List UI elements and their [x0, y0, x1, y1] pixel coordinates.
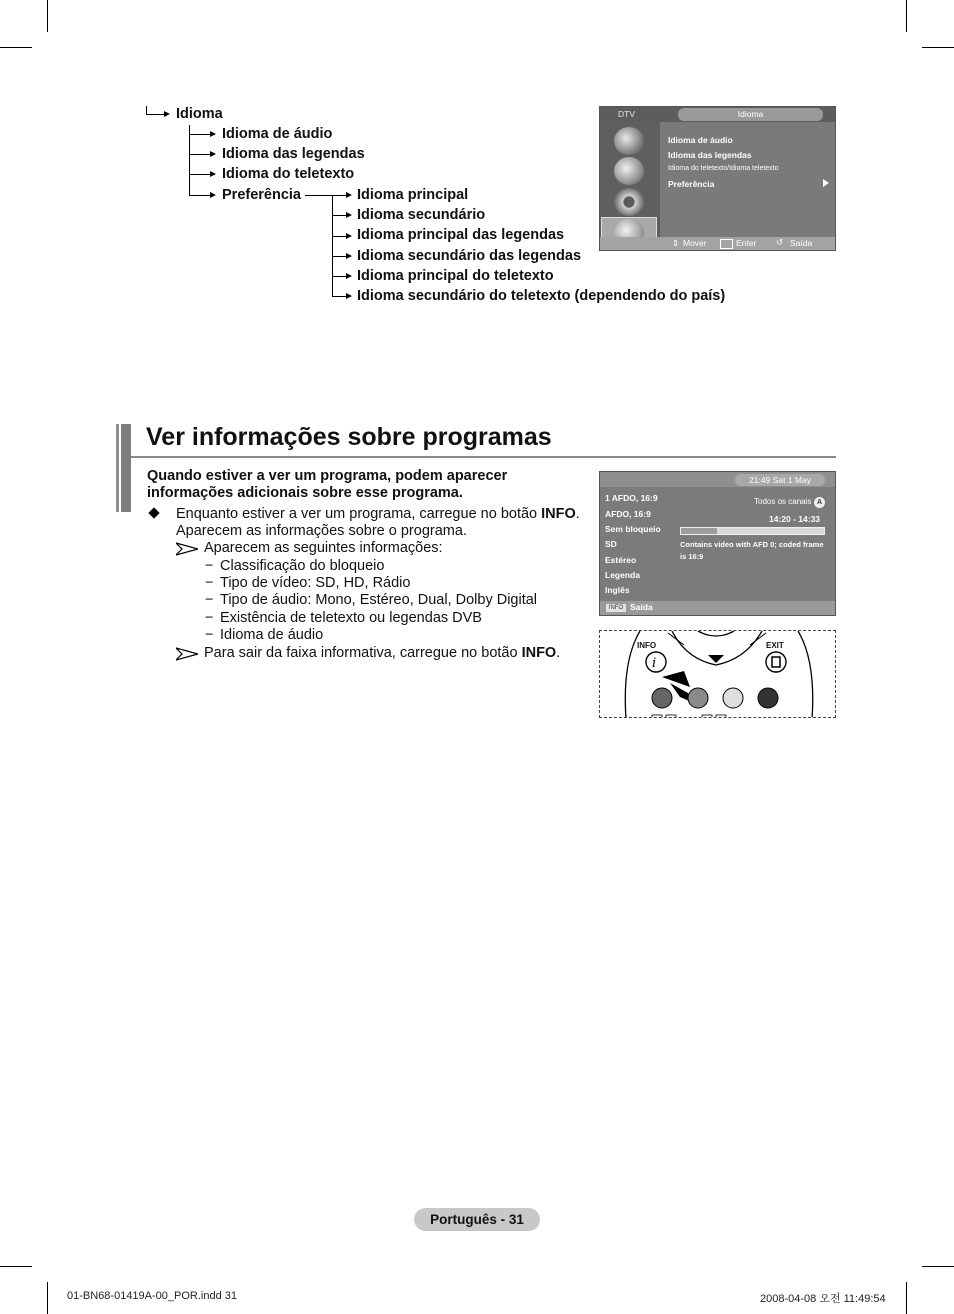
- info-key: INFO: [541, 506, 576, 522]
- video-type: SD: [605, 539, 617, 549]
- crop-mark: [47, 0, 48, 32]
- enter-icon: [720, 239, 733, 249]
- bullet-1: [176, 506, 580, 524]
- list-item: Existência de teletexto ou legendas DVB: [220, 610, 482, 626]
- tv-menu-item-teletext: Idioma do teletexto/Idioma teletexto: [668, 165, 779, 172]
- program-name: AFDO, 16:9: [605, 509, 651, 519]
- crop-mark: [47, 1282, 48, 1314]
- progress-bar: [680, 527, 825, 535]
- note-2-end: .: [556, 645, 561, 661]
- list-dash: −: [205, 627, 214, 643]
- note-2: [204, 645, 560, 663]
- tree-item-preference: Preferência: [222, 187, 301, 203]
- info-banner-footer: [600, 601, 835, 615]
- tv-source-label: DTV: [618, 109, 635, 119]
- exit-label: Saída: [790, 238, 813, 248]
- file-info: 01-BN68-01419A-00_POR.indd 31: [67, 1290, 238, 1302]
- crop-mark: [922, 1266, 954, 1267]
- tv-menu-item-subtitles: Idioma das legendas: [668, 150, 752, 160]
- tv-menu-title: Idioma: [678, 108, 823, 121]
- tree-root: Idioma: [176, 106, 223, 122]
- list-item: Idioma de áudio: [220, 627, 324, 643]
- move-icon: ⇕: [672, 238, 680, 248]
- return-icon: ↺: [776, 237, 784, 247]
- info-key: INFO: [521, 645, 557, 661]
- tree-item-secondary: Idioma secundário: [357, 207, 486, 223]
- list-dash: −: [205, 592, 214, 608]
- bullet-1-end: .: [575, 506, 580, 522]
- program-time: 14:20 - 14:33: [769, 514, 821, 524]
- crop-mark: [922, 47, 954, 48]
- remote-drawing: [600, 631, 836, 718]
- remote-illustration: [599, 630, 836, 718]
- section-accent-bar: [116, 424, 119, 512]
- tree-item-primary: Idioma principal: [357, 187, 469, 203]
- crop-mark: [0, 1266, 32, 1267]
- program-description-2: is 16:9: [680, 552, 704, 561]
- channel-name: 1 AFDO, 16:9: [605, 493, 658, 503]
- audio-type: Estéreo: [605, 555, 637, 565]
- list-dash: −: [205, 558, 214, 574]
- tv-language-menu: [599, 106, 836, 251]
- channel-list-badge: A: [814, 497, 825, 508]
- info-banner: [599, 471, 836, 616]
- satellite-icon: [614, 127, 644, 155]
- note-1: Aparecem as seguintes informações:: [204, 540, 443, 556]
- crop-mark: [906, 0, 907, 32]
- program-description-1: Contains video with AFD 0; coded frame: [680, 540, 824, 549]
- list-dash: −: [205, 575, 214, 591]
- info-key-icon: INFO: [606, 604, 626, 612]
- lock-status: Sem bloqueio: [605, 524, 661, 534]
- tv-menu-footer: [600, 237, 835, 250]
- setup-icon: [614, 188, 644, 216]
- note-2-text: Para sair da faixa informativa, carregue no botão: [204, 645, 522, 661]
- page-badge: Português - 31: [414, 1208, 540, 1231]
- crop-mark: [0, 47, 32, 48]
- remote-info-label: INFO: [637, 641, 657, 650]
- tv-menu-header: [600, 107, 835, 122]
- list-item: Classificação do bloqueio: [220, 558, 385, 574]
- subtitle-status: Legenda: [605, 570, 640, 580]
- list-item: Tipo de áudio: Mono, Estéreo, Dual, Dolby Digital: [220, 592, 538, 608]
- tree-item-primary-teletext: Idioma principal do teletexto: [357, 268, 554, 284]
- tv-menu-item-preference: Preferência: [668, 179, 715, 189]
- enter-label: Enter: [736, 238, 757, 248]
- list-dash: −: [205, 610, 214, 626]
- all-channels-label: Todos os canais: [754, 497, 812, 506]
- diamond-bullet-icon: [148, 507, 159, 518]
- tree-item-audio: Idioma de áudio: [222, 126, 333, 142]
- move-label: Mover: [683, 238, 707, 248]
- intro-line-2: informações adicionais sobre esse programa.: [147, 485, 463, 501]
- section-accent-bar: [121, 424, 131, 512]
- tree-item-primary-subtitles: Idioma principal das legendas: [357, 227, 565, 243]
- intro-line-1: Quando estiver a ver um programa, podem aparecer: [147, 468, 508, 484]
- progress-fill: [681, 528, 717, 534]
- crop-mark: [906, 1282, 907, 1314]
- arrow-right-icon: [823, 179, 829, 187]
- section-title: Ver informações sobre programas: [146, 423, 552, 451]
- tree-item-subtitles: Idioma das legendas: [222, 146, 365, 162]
- note-arrow-icon: [176, 647, 198, 666]
- tv-menu-sidebar: [600, 122, 660, 237]
- bullet-1-line-2: Aparecem as informações sobre o programa.: [176, 523, 467, 539]
- remote-exit-label: EXIT: [766, 641, 784, 650]
- picture-icon: [614, 157, 644, 185]
- audio-language: Inglês: [605, 585, 630, 595]
- print-timestamp: 2008-04-08 오전 11:49:54: [760, 1293, 886, 1305]
- tv-menu-item-audio: Idioma de áudio: [668, 135, 733, 145]
- tree-item-secondary-subtitles: Idioma secundário das legendas: [357, 248, 582, 264]
- note-arrow-icon: [176, 542, 198, 561]
- title-underline: [131, 456, 836, 458]
- svg-text:i: i: [652, 656, 657, 671]
- bullet-1-text: Enquanto estiver a ver um programa, carregue no botão: [176, 506, 542, 522]
- exit-label: Saída: [630, 602, 653, 612]
- list-item: Tipo de vídeo: SD, HD, Rádio: [220, 575, 411, 591]
- tree-item-teletext: Idioma do teletexto: [222, 166, 355, 182]
- tree-item-secondary-teletext: Idioma secundário do teletexto (dependendo do país): [357, 288, 726, 304]
- clock-pill: 21:49 Sat 1 May: [735, 474, 825, 486]
